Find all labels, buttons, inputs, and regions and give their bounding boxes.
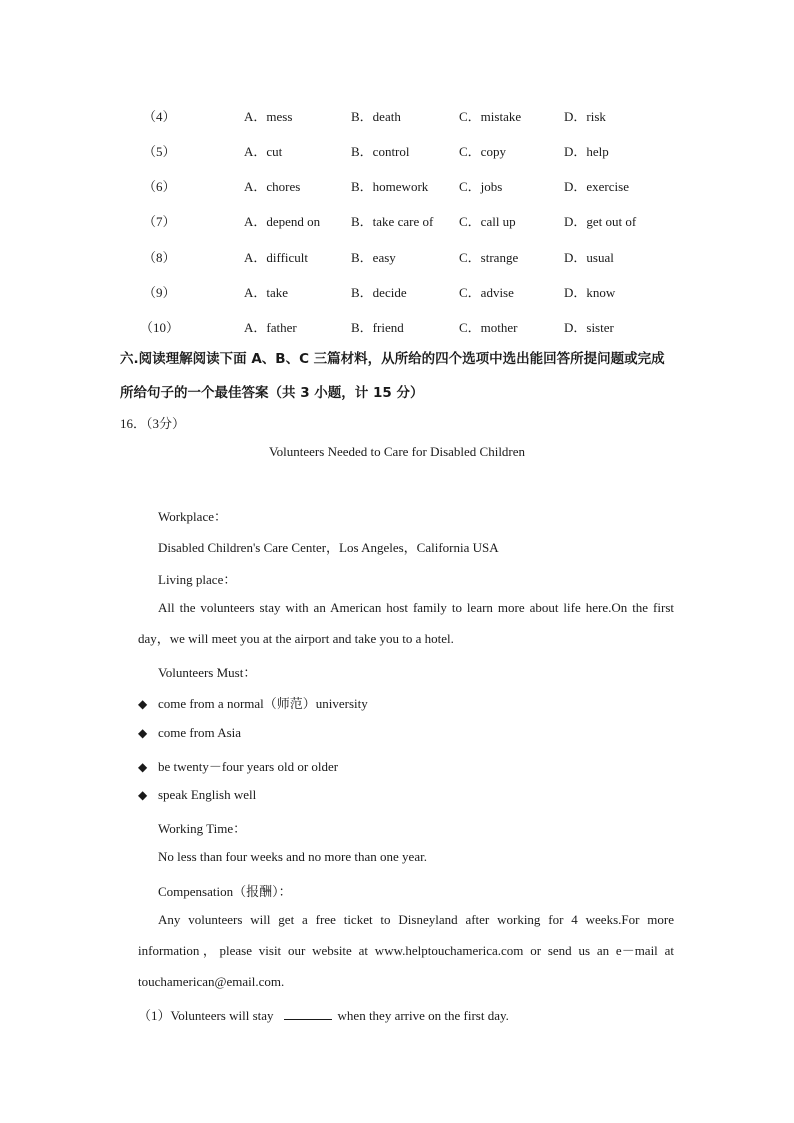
passage-title: Volunteers Needed to Care for Disabled Children [268,444,526,459]
option-a: A．mess [244,109,293,124]
option-c: C．mother [459,320,518,335]
section-heading-line1: 六.阅读理解阅读下面 A、B、C 三篇材料，从所给的四个选项中选出能回答所提问题或完成 [120,351,665,367]
option-number: （10） [140,320,180,335]
answer-blank[interactable] [284,1006,332,1020]
working-time-label: Working Time： [158,821,247,836]
option-c: C．call up [459,214,516,229]
option-d: D．know [564,285,616,300]
question-1-suffix: when they arrive on the first day. [337,1008,509,1023]
option-row [0,176,794,196]
compensation-label: Compensation（报酬）： [158,884,292,899]
option-number: （9） [143,285,176,300]
list-item [138,756,338,775]
option-row [0,211,794,231]
option-row [0,106,794,126]
option-a: A．take [244,285,289,300]
must-item: be twenty－four years old or older [158,759,339,774]
bullet-icon: ◆ [138,726,148,740]
bullet-icon: ◆ [138,788,148,802]
option-b: B．death [351,109,401,124]
option-b: B．homework [351,179,429,194]
must-item: come from a normal（师范）university [158,696,368,711]
option-c: C．strange [459,250,519,265]
bullet-icon: ◆ [138,697,148,711]
living-label: Living place： [158,572,237,587]
must-label: Volunteers Must： [158,665,257,680]
option-number: （8） [143,250,176,265]
list-item [138,725,241,741]
option-a: A．father [244,320,297,335]
living-paragraph: All the volunteers stay with an American host family to learn more about life here.On the first day，we will meet you at the airport and take you to a hotel. [138,600,674,646]
option-d: D．sister [564,320,614,335]
option-a: A．depend on [244,214,321,229]
option-number: （6） [143,179,176,194]
option-number: （7） [143,214,176,229]
option-c: C．advise [459,285,514,300]
list-item [138,787,256,803]
question-1 [138,1005,509,1024]
workplace-label: Workplace： [158,509,227,524]
option-b: B．control [351,144,410,159]
option-b: B．take care of [351,214,434,229]
option-d: D．risk [564,109,606,124]
question-1-prefix: （1）Volunteers will stay [138,1008,274,1023]
option-d: D．help [564,144,609,159]
option-number: （5） [143,144,176,159]
option-row [0,282,794,302]
must-item: speak English well [158,787,257,802]
working-time-value: No less than four weeks and no more than one year. [158,849,427,864]
question-number: 16．（3分） [120,416,186,431]
section-heading [120,342,690,410]
option-b: B．easy [351,250,396,265]
option-a: A．difficult [244,250,309,265]
option-row [0,247,794,267]
option-c: C．jobs [459,179,503,194]
compensation-paragraph: Any volunteers will get a free ticket to Disneyland after working for 4 weeks.For more information，please visit our website at www.helptouchamerica.com or send us an e－mail at touchamerican@email.com. [138,912,674,989]
must-item: come from Asia [158,725,242,740]
option-row [0,317,794,337]
option-a: A．cut [244,144,283,159]
option-row [0,141,794,161]
list-item [138,693,368,712]
option-c: C．copy [459,144,506,159]
workplace-value: Disabled Children's Care Center，Los Angeles，California USA [158,540,499,555]
bullet-icon: ◆ [138,760,148,774]
option-c: C．mistake [459,109,522,124]
option-d: D．usual [564,250,614,265]
option-b: B．friend [351,320,404,335]
option-b: B．decide [351,285,407,300]
option-d: D．exercise [564,179,629,194]
section-heading-line2: 所给句子的一个最佳答案（共 3 小题，计 15 分） [120,385,424,401]
option-number: （4） [143,109,176,124]
option-d: D．get out of [564,214,637,229]
option-a: A．chores [244,179,301,194]
